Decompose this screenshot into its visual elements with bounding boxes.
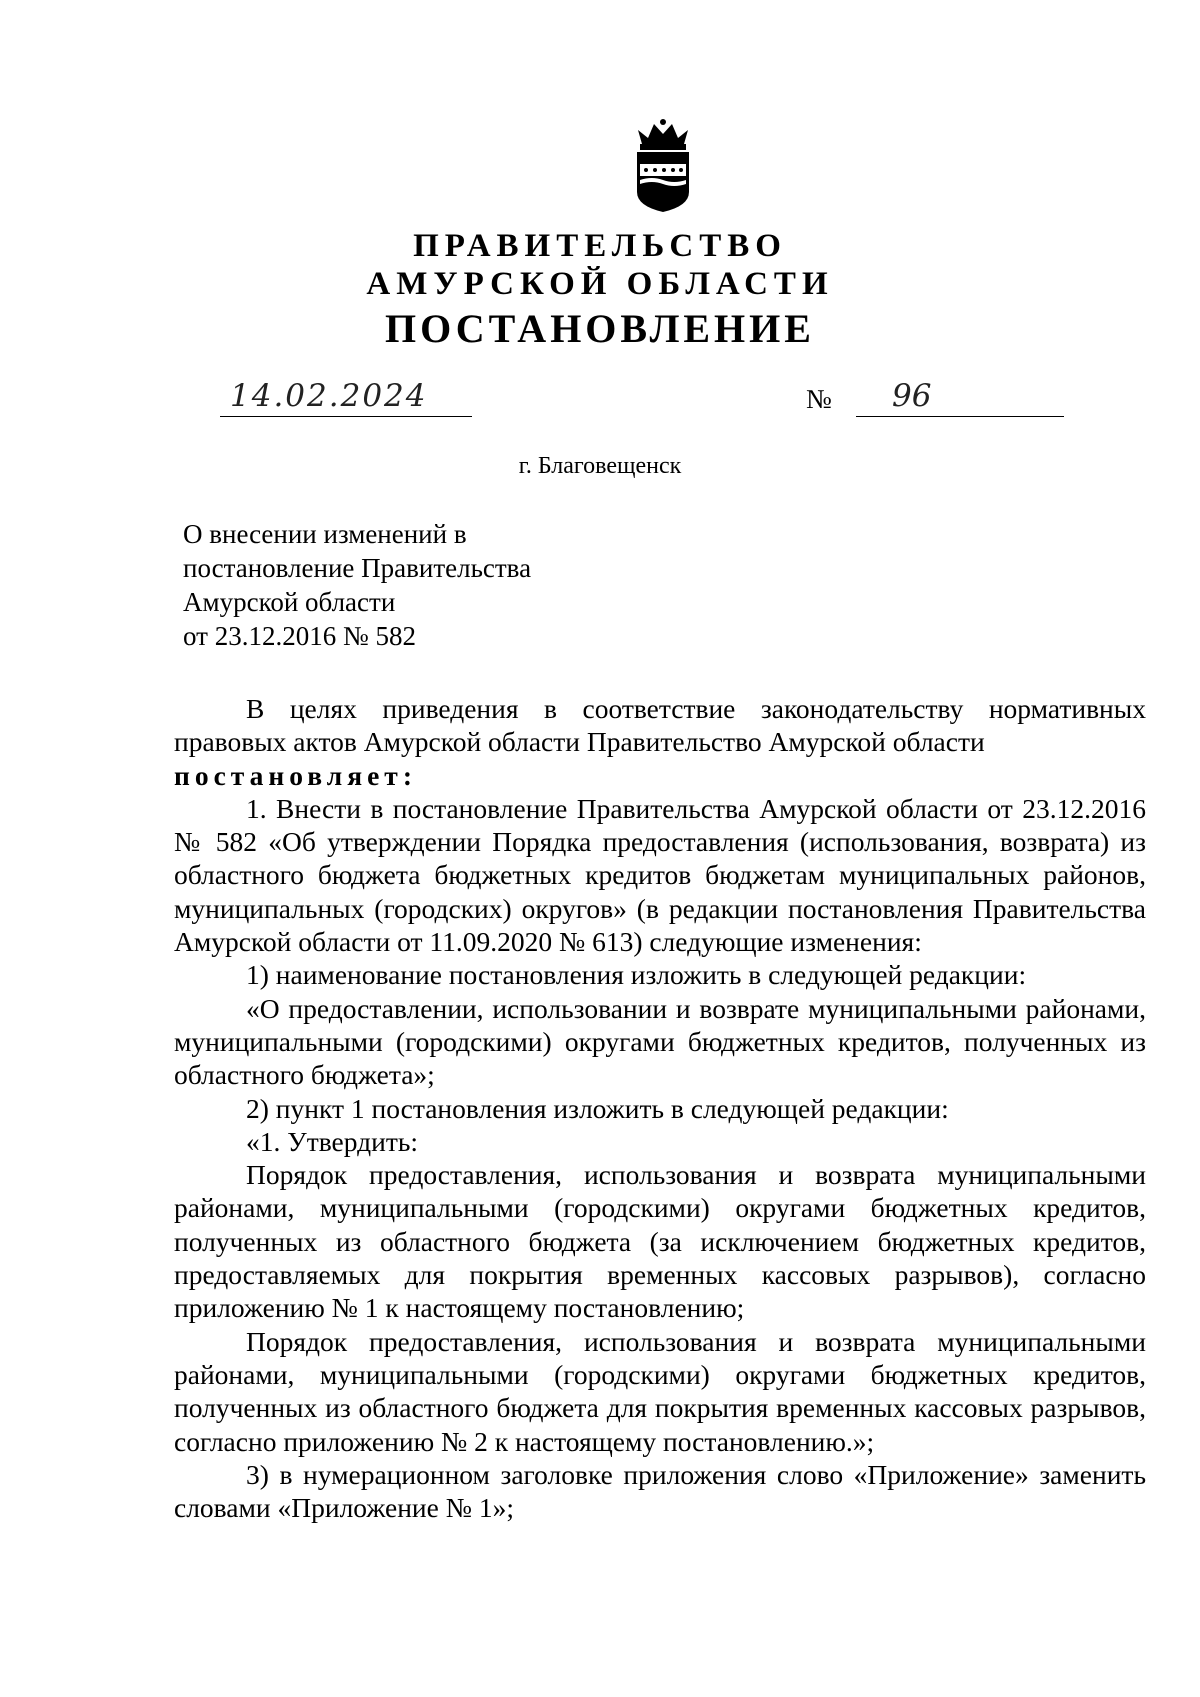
organization-name-line1: ПРАВИТЕЛЬСТВО (413, 228, 787, 264)
document-date: 14.02.2024 (230, 378, 428, 414)
document-subject (183, 517, 531, 653)
organization-name-line2: АМУРСКОЙ ОБЛАСТИ (366, 266, 834, 302)
subitem-2-approve-paragraph: «1. Утвердить: (246, 1125, 419, 1157)
subitem-3-paragraph: 3) в нумерационном заголовке приложения слово «Приложение» заменить словами «Приложение № 1»; (174, 1458, 1146, 1524)
decree-paragraph (174, 759, 1146, 792)
subitem-2-order1-paragraph: Порядок предоставления, использования и возврата муниципальными районами, муниципальными (городскими) округами бюджетных кредитов, полученных из областного бюджета (за исключением бюджетных кредитов, предоставляемых для покрытия временных кассовых разрывов), согласно приложению № 1 к настоящему постановлению; (174, 1159, 1146, 1324)
subitem-2-order2-paragraph: Порядок предоставления, использования и возврата муниципальными районами, муниципальными (городскими) округами бюджетных кредитов, полученных из областного бюджета для покрытия временных кассовых разрывов, согласно приложению № 2 к настоящему постановлению.»; (174, 1325, 1146, 1457)
document-number-field (856, 380, 1064, 417)
document-number-label: № (806, 384, 832, 414)
item-1-paragraph: 1. Внести в постановление Правительства Амурской области от 23.12.2016 № 582 «Об утверждении Порядка предоставления (использования, возврата) из областного бюджета бюджетных кредитов бюджетам муниципальных районов, муниципальных (городских) округов» (в редакции постановления Правительства Амурской области от 11.09.2020 № 613) следующие изменения: (174, 792, 1146, 958)
coat-of-arms-icon (628, 118, 698, 214)
issue-city: г. Благовещенск (518, 453, 682, 479)
subject-line: О внесении изменений в (183, 519, 467, 549)
document-date-field (220, 380, 472, 417)
document-body (174, 692, 1146, 1524)
subject-line: от 23.12.2016 № 582 (183, 621, 416, 651)
document-number: 96 (892, 378, 932, 414)
subitem-2-paragraph: 2) пункт 1 постановления изложить в следующей редакции: (246, 1092, 949, 1124)
subitem-1-text-paragraph: «О предоставлении, использовании и возврате муниципальными районами, муниципальными (городскими) округами бюджетных кредитов, полученных из областного бюджета»; (174, 992, 1146, 1091)
subitem-1-paragraph: 1) наименование постановления изложить в следующей редакции: (246, 959, 1027, 991)
document-type-title: ПОСТАНОВЛЕНИЕ (385, 306, 815, 351)
decree-word: постановляет: (174, 759, 417, 791)
subject-line: Амурской области (183, 587, 396, 617)
intro-paragraph: В целях приведения в соответствие законодательству нормативных правовых актов Амурской области Правительство Амурской области (174, 693, 1146, 758)
subject-line: постановление Правительства (183, 553, 532, 583)
